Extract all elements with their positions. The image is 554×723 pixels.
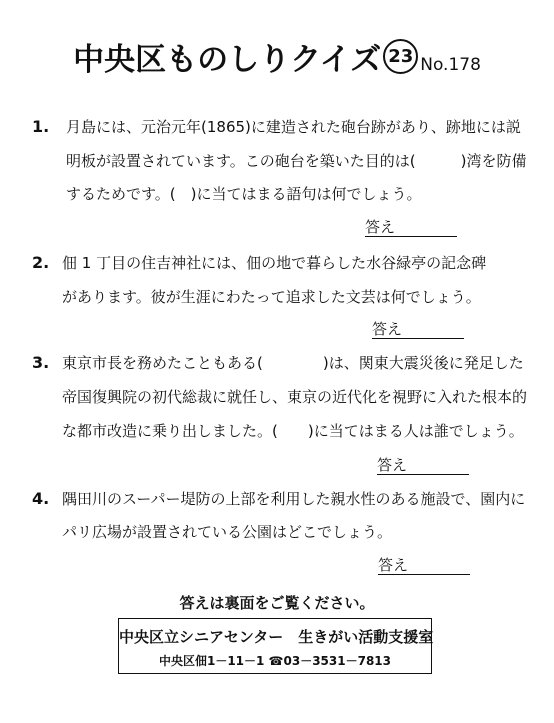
answer-on-back-note: 答えは裏面をご覧ください。	[179, 594, 375, 612]
answer-line	[365, 218, 457, 237]
title-main: 中央区ものしりクイズ	[73, 42, 382, 78]
issue-number-circle: 23	[383, 39, 418, 74]
question-text-line: な都市改造に乗り出しました。( )に当てはまる人は誰でしょう。	[62, 422, 524, 440]
question-text-line: 月島には、元治元年(1865)に建造された砲台跡があり、跡地には説	[66, 118, 521, 136]
page-title	[0, 34, 554, 84]
answer-label: 答え	[365, 218, 457, 237]
question-text-line: 明板が設置されています。この砲台を築いた目的は( )湾を防備	[66, 152, 527, 170]
answer-line	[378, 556, 470, 575]
question-number: 4.	[32, 489, 50, 508]
question-text-line: 東京市長を務めたこともある( )は、関東大震災後に発足した	[62, 354, 524, 372]
question-text-line: があります。彼が生涯にわたって追求した文芸は何でしょう。	[62, 288, 481, 306]
organization-name: 中央区立シニアセンター 生きがい活動支援室	[119, 628, 434, 646]
question-number: 2.	[32, 253, 50, 272]
issue-no: No.178	[420, 55, 481, 75]
answer-label: 答え	[378, 556, 470, 575]
question-text-line: 帝国復興院の初代総裁に就任し、東京の近代化を視野に入れた根本的	[62, 388, 528, 406]
question-text-line: パリ広場が設置されている公園はどこでしょう。	[62, 523, 393, 541]
answer-line	[377, 456, 469, 475]
question-text-line: 隅田川のスーパー堤防の上部を利用した親水性のある施設で、園内に	[62, 490, 526, 508]
contact-box	[118, 618, 432, 674]
address-phone: 中央区佃1－11－1 ☎03－3531－7813	[158, 654, 392, 668]
answer-label: 答え	[377, 456, 469, 475]
question-text-line: 佃 1 丁目の住吉神社には、佃の地で暮らした水谷緑亭の記念碑	[62, 254, 487, 272]
question-text-line: するためです。( )に当てはまる語句は何でしょう。	[66, 185, 422, 203]
answer-label: 答え	[372, 320, 464, 339]
question-number: 1.	[32, 117, 50, 136]
answer-line	[372, 320, 464, 339]
question-number: 3.	[32, 353, 50, 372]
